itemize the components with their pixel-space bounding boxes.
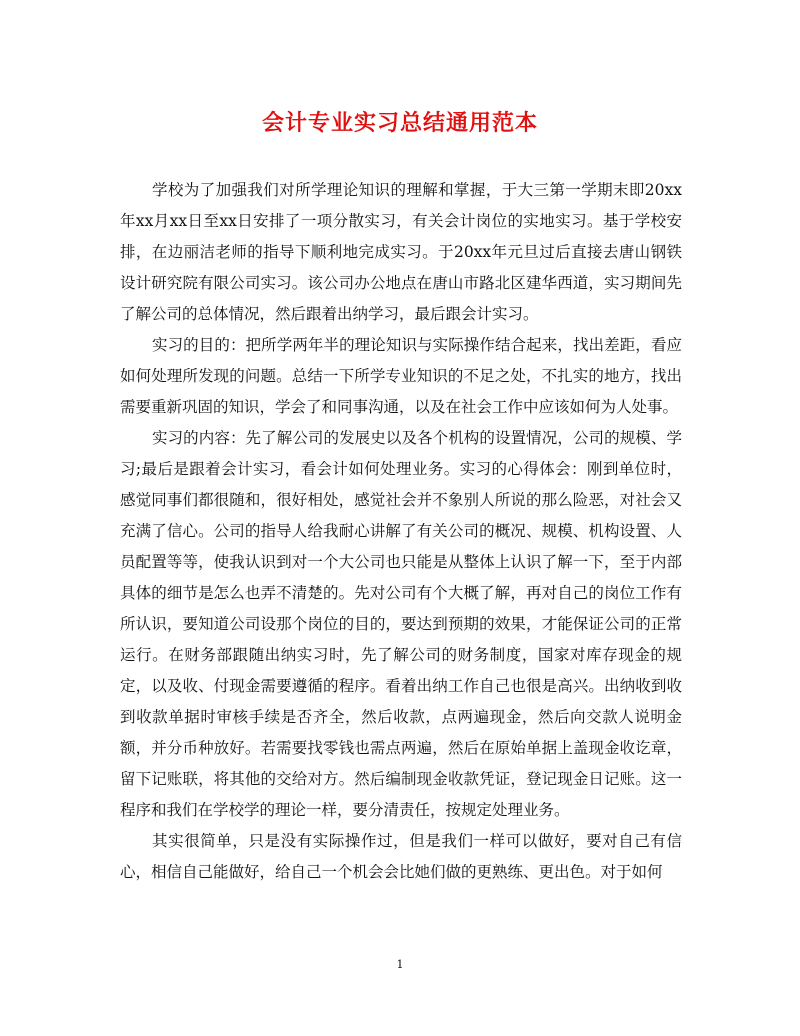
paragraph-2: 实习的目的：把所学两年半的理论知识与实际操作结合起来，找出差距，看应如何处理所发现的问题。总结一下所学专业知识的不足之处，不扎实的地方，找出需要重新巩固的知识，学会了和同事沟通，以及在社会工作中应该如何为人处事。: [120, 336, 682, 416]
paragraph-1: 学校为了加强我们对所学理论知识的理解和掌握，于大三第一学期末即20xx年xx月xx日至xx日安排了一项分散实习，有关会计岗位的实地实习。基于学校安排，在边丽洁老师的指导下顺利地完成实习。于20xx年元旦过后直接去唐山钢铁设计研究院有限公司实习。该公司办公地点在唐山市路北区建华西道，实习期间先了解公司的总体情况，然后跟着出纳学习，最后跟会计实习。: [120, 181, 682, 323]
page-number: 1: [396, 958, 404, 971]
document-title: 会计专业实习总结通用范本: [261, 110, 538, 136]
paragraph-3: 实习的内容：先了解公司的发展史以及各个机构的设置情况，公司的规模、学习;最后是跟着会计实习，看会计如何处理业务。实习的心得体会：刚到单位时，感觉同事们都很随和，很好相处，感觉社会并不象别人所说的那么险恶，对社会又充满了信心。公司的指导人给我耐心讲解了有关公司的概况、规模、机构设置、人员配置等等，使我认识到对一个大公司也只能是从整体上认识了解一下，至于内部具体的细节是怎么也弄不清楚的。先对公司有个大概了解，再对自己的岗位工作有所认识，要知道公司设那个岗位的目的，要达到预期的效果，才能保证公司的正常运行。在财务部跟随出纳实习时，先了解公司的财务制度，国家对库存现金的规定，以及收、付现金需要遵循的程序。看着出纳工作自己也很是高兴。出纳收到收到收款单据时审核手续是否齐全，然后收款，点两遍现金，然后向交款人说明金额，并分币种放好。若需要找零钱也需点两遍，然后在原始单据上盖现金收讫章，留下记账联，将其他的交给对方。然后编制现金收款凭证，登记现金日记账。这一程序和我们在学校学的理论一样，要分清责任，按规定处理业务。: [120, 429, 682, 819]
paragraph-4: 其实很简单，只是没有实际操作过，但是我们一样可以做好，要对自己有信心，相信自己能做好，给自己一个机会会比她们做的更熟练、更出色。对于如何: [120, 832, 682, 881]
document-body: [120, 175, 682, 888]
